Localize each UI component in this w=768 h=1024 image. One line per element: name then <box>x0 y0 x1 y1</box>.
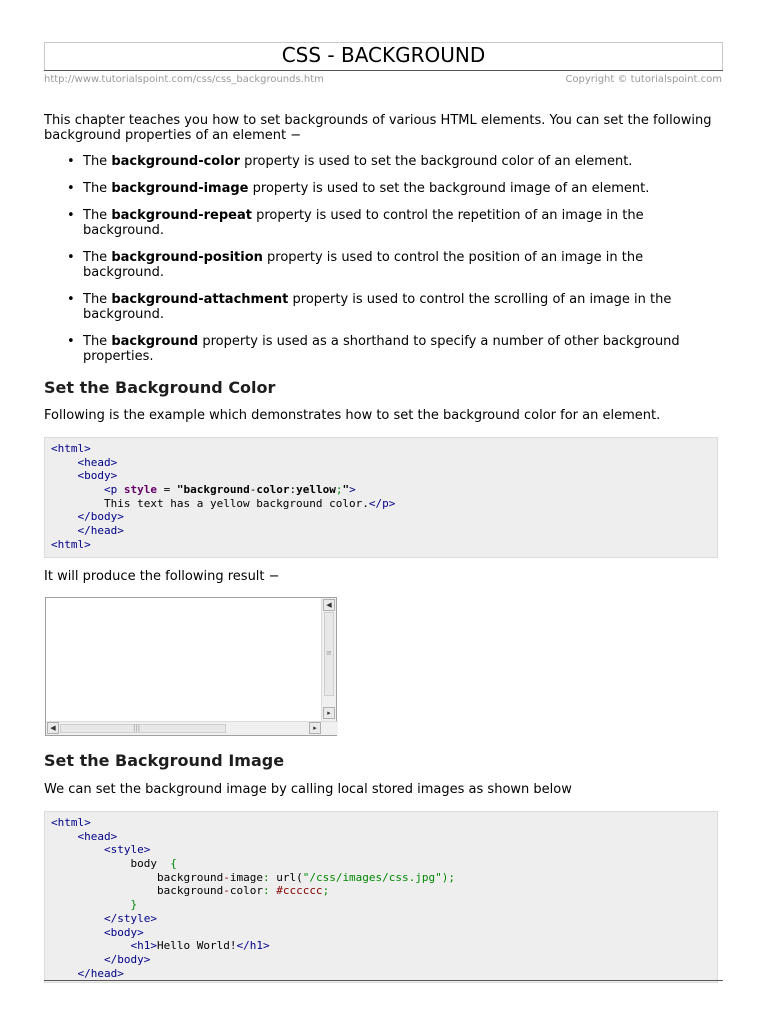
copyright-notice: Copyright © tutorialspoint.com <box>565 74 722 85</box>
code-block-background-color <box>44 437 718 558</box>
vertical-scroll-thumb[interactable] <box>324 612 334 696</box>
code-line: <body> <box>103 925 144 939</box>
section-description: We can set the background image by calling local stored images as shown below <box>44 782 572 797</box>
code-line: </head> <box>77 524 124 538</box>
list-item-prefix: The <box>83 250 112 265</box>
code-line: background-color: #cccccc; <box>156 884 330 898</box>
page-bottom-divider <box>44 980 723 981</box>
vertical-scrollbar[interactable] <box>321 598 336 721</box>
code-line: <html> <box>51 816 91 829</box>
code-line: <h1>Hello World!</h1> <box>130 939 270 953</box>
code-line: <style> <box>103 843 151 857</box>
code-line: body { <box>130 857 177 871</box>
list-item-prefix: The <box>83 334 112 349</box>
code-line: background-image: url("/css/images/css.jpg"); <box>156 870 456 884</box>
grip-icon: ||| <box>133 724 141 732</box>
list-item <box>44 334 722 364</box>
code-line: } <box>130 898 138 912</box>
code-line: <p style = "background-color:yellow;"> <box>103 483 356 497</box>
bullet-icon: • <box>67 154 75 169</box>
code-line: <head> <box>77 455 118 469</box>
property-name: background-color <box>111 154 241 169</box>
scroll-left-icon[interactable]: ◀ <box>47 722 59 734</box>
title-divider <box>44 70 723 71</box>
scroll-down-icon[interactable]: ▸ <box>323 707 335 719</box>
property-name: background-attachment <box>111 292 289 307</box>
list-item-text: property is used to control the repetition of an image in the background. <box>83 208 644 238</box>
list-item-text: property is used as a shorthand to specify a number of other background properties. <box>83 334 680 364</box>
page-title: CSS - BACKGROUND <box>281 43 486 67</box>
property-list <box>44 154 722 376</box>
property-name: background-image <box>111 181 249 196</box>
list-item <box>44 292 722 322</box>
property-name: background-repeat <box>111 208 252 223</box>
code-line: <html> <box>51 537 91 551</box>
grip-icon: ≡ <box>326 649 332 657</box>
bullet-icon: • <box>67 250 75 265</box>
code-line: This text has a yellow background color.</p> <box>103 496 396 510</box>
section-heading-background-image: Set the Background Image <box>44 751 285 770</box>
horizontal-scrollbar[interactable] <box>46 721 338 735</box>
code-line: </style> <box>103 911 157 925</box>
list-item <box>44 208 722 238</box>
source-url: http://www.tutorialspoint.com/css/css_backgrounds.htm <box>44 74 324 85</box>
bullet-icon: • <box>67 292 75 307</box>
section-heading-background-color: Set the Background Color <box>44 378 276 397</box>
list-item <box>44 250 722 280</box>
code-line: </body> <box>103 952 151 966</box>
code-line: </head> <box>77 966 124 980</box>
list-item-prefix: The <box>83 292 112 307</box>
property-name: background-position <box>111 250 263 265</box>
list-item-text: property is used to set the background color of an element. <box>240 154 633 169</box>
scroll-up-icon[interactable]: ◀ <box>323 599 335 611</box>
code-line: <html> <box>51 442 91 455</box>
code-line: <head> <box>77 829 118 843</box>
section-description: Following is the example which demonstrates how to set the background color for an element. <box>44 408 661 423</box>
code-line: <body> <box>77 469 118 483</box>
list-item <box>44 181 722 196</box>
scroll-right-icon[interactable]: ▸ <box>309 722 321 734</box>
code-line: </body> <box>77 510 124 524</box>
list-item-prefix: The <box>83 154 112 169</box>
list-item-prefix: The <box>83 181 112 196</box>
result-caption: It will produce the following result − <box>44 569 280 584</box>
property-name: background <box>111 334 199 349</box>
list-item-prefix: The <box>83 208 112 223</box>
list-item <box>44 154 722 169</box>
bullet-icon: • <box>67 334 75 349</box>
list-item-text: property is used to set the background image of an element. <box>248 181 650 196</box>
code-block-background-image <box>44 811 718 983</box>
result-frame[interactable] <box>45 597 337 736</box>
bullet-icon: • <box>67 208 75 223</box>
intro-paragraph: This chapter teaches you how to set backgrounds of various HTML elements. You can set the following background properties of an element − <box>44 113 712 143</box>
horizontal-scroll-thumb[interactable] <box>60 724 226 733</box>
bullet-icon: • <box>67 181 75 196</box>
list-item-text: property is used to control the position of an image in the background. <box>83 250 644 280</box>
list-item-text: property is used to control the scrolling of an image in the background. <box>83 292 672 322</box>
